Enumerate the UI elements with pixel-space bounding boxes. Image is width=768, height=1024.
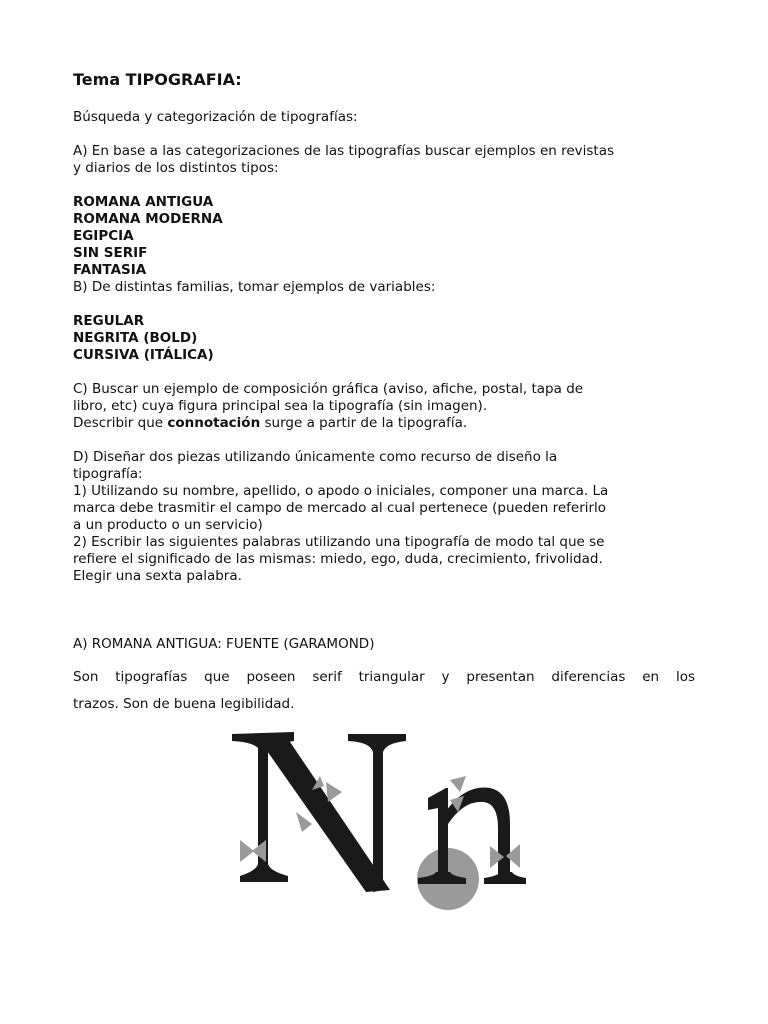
- item-d-line: 1) Utilizando su nombre, apellido, o apodo o iniciales, componer una marca. La: [73, 483, 609, 499]
- type-item: FANTASIA: [73, 262, 147, 278]
- item-b-line: B) De distintas familias, tomar ejemplos de variables:: [73, 279, 436, 295]
- item-c-line-3-start: Describir que: [73, 415, 168, 431]
- item-c-line-3-end: surge a partir de la tipografía.: [260, 415, 468, 431]
- item-a-line-1: A) En base a las categorizaciones de las tipografías buscar ejemplos en revistas: [73, 143, 615, 159]
- item-c-line-1: C) Buscar un ejemplo de composición gráfica (aviso, afiche, postal, tapa de: [73, 381, 584, 397]
- marker-triangle: [240, 840, 254, 862]
- garamond-nn-illustration: [228, 728, 548, 912]
- type-item: ROMANA MODERNA: [73, 211, 223, 227]
- variable-item: NEGRITA (BOLD): [73, 330, 198, 346]
- item-d-line: Elegir una sexta palabra.: [73, 568, 242, 584]
- item-d-line: marca debe trasmitir el campo de mercado al cual pertenece (pueden referirlo: [73, 500, 607, 516]
- typography-types-list: [73, 194, 695, 279]
- connotation-term: connotación: [167, 415, 261, 431]
- marker-triangle: [296, 812, 312, 832]
- type-item: EGIPCIA: [73, 228, 134, 244]
- variable-item: CURSIVA (ITÁLICA): [73, 347, 214, 363]
- garamond-nn-figure: [228, 728, 548, 912]
- variable-item: REGULAR: [73, 313, 145, 329]
- section-body-line-1: Son tipografías que poseen serif triangular y presentan diferencias en los: [73, 669, 695, 685]
- marker-triangle: [326, 782, 342, 802]
- item-d-line: refiere el significado de las mismas: miedo, ego, duda, crecimiento, frivolidad.: [73, 551, 603, 567]
- type-item: ROMANA ANTIGUA: [73, 194, 214, 210]
- section-body-line-2: trazos. Son de buena legibilidad.: [73, 696, 295, 712]
- letter-n-uppercase: [232, 732, 406, 892]
- item-d-line: 2) Escribir las siguientes palabras utilizando una tipografía de modo tal que se: [73, 534, 605, 550]
- item-a-line-2: y diarios de los distintos tipos:: [73, 160, 279, 176]
- variables-list: [73, 313, 695, 364]
- document-page: [73, 70, 695, 718]
- item-d-line: a un producto o un servicio): [73, 517, 263, 533]
- item-c-line-3: [73, 415, 695, 432]
- item-d-block: [73, 449, 695, 585]
- section-heading: A) ROMANA ANTIGUA: FUENTE (GARAMOND): [73, 636, 375, 652]
- item-d-line: tipografía:: [73, 466, 143, 482]
- item-d-line: D) Diseñar dos piezas utilizando únicamente como recurso de diseño la: [73, 449, 558, 465]
- type-item: SIN SERIF: [73, 245, 148, 261]
- item-c-line-2: libro, etc) cuya figura principal sea la tipografía (sin imagen).: [73, 398, 488, 414]
- marker-triangle: [450, 776, 466, 792]
- document-title: Tema TIPOGRAFIA:: [73, 70, 242, 89]
- intro-text: Búsqueda y categorización de tipografías:: [73, 109, 358, 125]
